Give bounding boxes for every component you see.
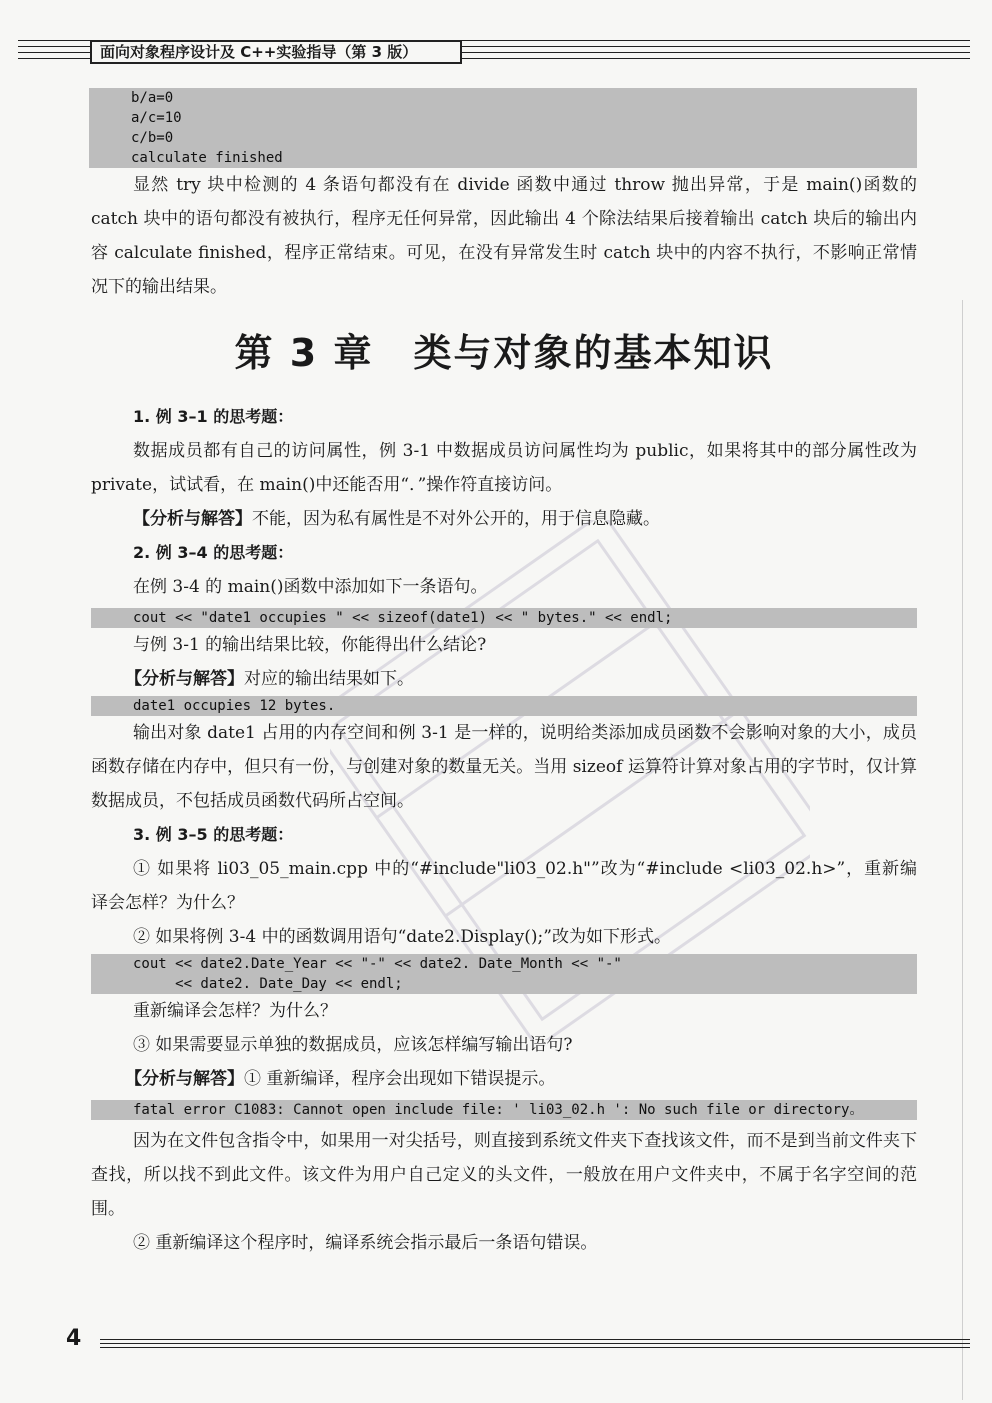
- question-3-2: ② 如果将例 3-4 中的函数调用语句“date2.Display();”改为如下形式。: [133, 927, 671, 947]
- answer-text: ① 重新编译，程序会出现如下错误提示。: [244, 1069, 556, 1089]
- code-block-error: fatal error C1083: Cannot open include file: ' li03_02.h ': No such file or directory。: [91, 1100, 917, 1120]
- code-line: calculate finished: [131, 150, 283, 166]
- answer-label: 【分析与解答】: [125, 669, 244, 689]
- section-heading-2: 2. 例 3–4 的思考题：: [133, 543, 294, 562]
- answer-3: [83, 1062, 917, 1096]
- question-2-compare: 与例 3-1 的输出结果比较，你能得出什么结论?: [133, 635, 487, 655]
- section-heading-1: 1. 例 3–1 的思考题：: [133, 407, 294, 426]
- answer-label: 【分析与解答】: [133, 509, 252, 529]
- code-line: << date2. Date_Day << endl;: [133, 976, 403, 992]
- section-heading-3: 3. 例 3–5 的思考题：: [133, 825, 294, 844]
- code-block-sizeof: cout << "date1 occupies " << sizeof(date1) << " bytes." << endl;: [91, 608, 917, 628]
- question-3-1: ① 如果将 li03_05_main.cpp 中的“#include"li03_02.h"”改为“#include <li03_02.h>”，重新编译会怎样？为什么？: [91, 859, 917, 913]
- code-block-date2: [91, 954, 917, 994]
- footer-rules: [100, 1339, 970, 1347]
- answer-2: [83, 662, 917, 696]
- answer-label: 【分析与解答】: [125, 1069, 244, 1089]
- answer-text: 不能，因为私有属性是不对外公开的，用于信息隐藏。: [252, 509, 660, 529]
- code-line: cout << date2.Date_Year << "-" << date2. Date_Month << "-": [133, 956, 622, 972]
- code-block-date1-output: date1 occupies 12 bytes.: [91, 696, 917, 716]
- chapter-title: 第 3 章 类与对象的基本知识: [234, 331, 774, 375]
- question-3-2b: 重新编译会怎样？为什么？: [133, 1001, 337, 1021]
- answer-1: [91, 502, 917, 536]
- question-2-intro: 在例 3-4 的 main()函数中添加如下一条语句。: [133, 577, 488, 597]
- paragraph-try-explanation: 显然 try 块中检测的 4 条语句都没有在 divide 函数中通过 throw 抛出异常，于是 main()函数的 catch 块中的语句都没有被执行，程序无任何异常，因此输出 4 个除法结果后接着输出 catch 块后的输出内容 calculate finished，程序正常结束。可见，在没有异常发生时 catch 块中的内容不执行，不影响正常情况下的输出结果。: [91, 175, 917, 297]
- code-block-output: [89, 88, 917, 168]
- page-content: [91, 88, 917, 1260]
- explanation-3: 因为在文件包含指令中，如果用一对尖括号，则直接到系统文件夹下查找该文件，而不是到当前文件夹下查找，所以找不到此文件。该文件为用户自己定义的头文件，一般放在用户文件夹中，不属于名字空间的范围。: [91, 1131, 917, 1219]
- code-line: b/a=0: [131, 90, 174, 106]
- question-1: 数据成员都有自己的访问属性，例 3-1 中数据成员访问属性均为 public，如果将其中的部分属性改为 private，试试看，在 main()中还能否用“．”操作符直接访问。: [91, 441, 917, 495]
- code-line: a/c=10: [131, 110, 182, 126]
- question-3-3: ③ 如果需要显示单独的数据成员，应该怎样编写输出语句?: [133, 1035, 573, 1055]
- page-number: 4: [66, 1326, 82, 1351]
- running-header-title: 面向对象程序设计及 C++实验指导（第 3 版）: [90, 40, 462, 64]
- scan-edge-line: [962, 300, 963, 1400]
- explanation-2: 输出对象 date1 占用的内存空间和例 3-1 是一样的，说明给类添加成员函数不会影响对象的大小，成员函数存储在内存中，但只有一份，与创建对象的数量无关。当用 sizeof 运算符计算对象占用的字节时，仅计算数据成员，不包括成员函数代码所占空间。: [91, 723, 917, 811]
- answer-text: 对应的输出结果如下。: [244, 669, 414, 689]
- answer-3-2: ② 重新编译这个程序时，编译系统会指示最后一条语句错误。: [133, 1233, 598, 1253]
- code-line: c/b=0: [131, 130, 174, 146]
